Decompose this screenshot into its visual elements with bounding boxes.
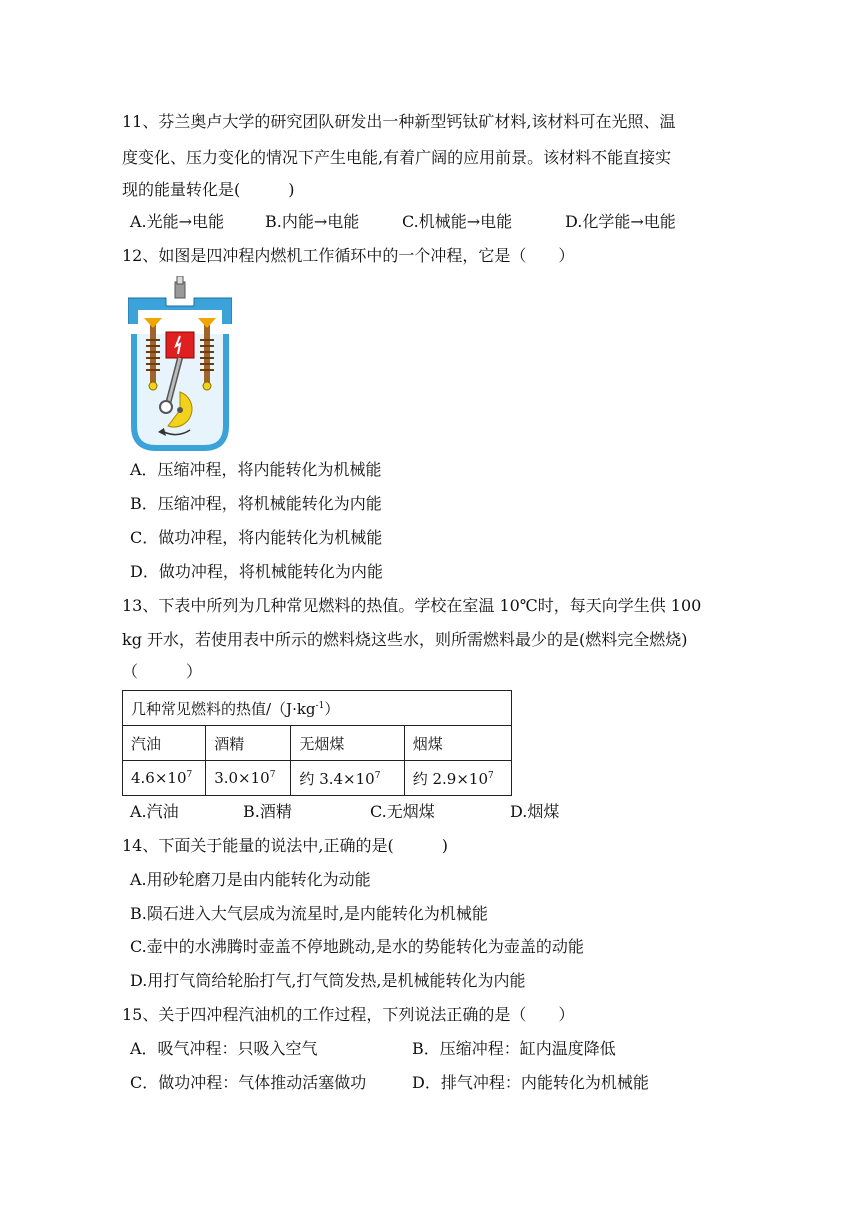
q15-stem: 15、关于四冲程汽油机的工作过程，下列说法正确的是（ ） — [122, 1005, 575, 1024]
q12-option-d: D．做功冲程，将机械能转化为内能 — [130, 562, 383, 581]
table-cell: 约 $2.9\times 10^7$ — [404, 761, 511, 796]
q15-option-a: A．吸气冲程：只吸入空气 — [130, 1039, 318, 1058]
q15-option-d: D．排气冲程：内能转化为机械能 — [412, 1073, 649, 1092]
q14-option-d: D.用打气筒给轮胎打气,打气筒发热,是机械能转化为内能 — [130, 971, 526, 990]
table-header: 酒精 — [206, 726, 291, 761]
q12-option-a: A．压缩冲程，将内能转化为机械能 — [130, 460, 382, 479]
table-cell: $3.0\times 10^7$ — [206, 761, 291, 796]
q13-option-a: A.汽油 — [130, 802, 179, 821]
q13-option-b: B.酒精 — [243, 802, 292, 821]
q11-option-c: C.机械能→电能 — [402, 212, 513, 231]
q14-option-c: C.壶中的水沸腾时壶盖不停地跳动,是水的势能转化为壶盖的动能 — [130, 937, 584, 956]
q12-stem: 12、如图是四冲程内燃机工作循环中的一个冲程，它是（ ） — [122, 246, 575, 265]
q13-stem-line3: （ ） — [122, 662, 203, 681]
table-caption-row — [123, 691, 512, 726]
q12-option-b: B．压缩冲程，将机械能转化为内能 — [130, 494, 382, 513]
q14-option-a: A.用砂轮磨刀是由内能转化为动能 — [130, 870, 371, 889]
q13-stem-line1: 13、下表中所列为几种常见燃料的热值。学校在室温 10℃时，每天向学生供 100 — [122, 596, 702, 615]
table-header: 烟煤 — [404, 726, 511, 761]
q11-stem-line2: 度变化、压力变化的情况下产生电能,有着广阔的应用前景。该材料不能直接实 — [122, 148, 672, 167]
q12-option-c: C．做功冲程，将内能转化为机械能 — [130, 528, 383, 547]
q11-stem-line3: 现的能量转化是( ) — [122, 180, 295, 199]
engine-diagram — [128, 276, 232, 452]
table-header: 汽油 — [123, 726, 206, 761]
q14-stem: 14、下面关于能量的说法中,正确的是( ) — [122, 836, 448, 855]
q15-option-c: C．做功冲程：气体推动活塞做功 — [130, 1073, 367, 1092]
table-header: 无烟煤 — [291, 726, 404, 761]
q11-option-b: B.内能→电能 — [265, 212, 360, 231]
table-cell: $4.6\times 10^7$ — [123, 761, 206, 796]
q13-option-d: D.烟煤 — [510, 802, 560, 821]
q13-option-c: C.无烟煤 — [370, 802, 435, 821]
q15-option-b: B．压缩冲程：缸内温度降低 — [412, 1039, 616, 1058]
q11-option-d: D.化学能→电能 — [565, 212, 676, 231]
table-header-row — [123, 726, 512, 761]
q14-option-b: B.陨石进入大气层成为流星时,是内能转化为机械能 — [130, 904, 488, 923]
q11-stem-line1: 11、芬兰奥卢大学的研究团队研发出一种新型钙钛矿材料,该材料可在光照、温 — [122, 112, 676, 131]
table-cell: 约 $3.4\times 10^7$ — [291, 761, 404, 796]
table-caption: 几种常见燃料的热值$/(J\cdot kg^{-1})$ — [123, 691, 512, 726]
table-row — [123, 761, 512, 796]
fuel-heat-value-table — [122, 690, 512, 796]
q13-stem-line2: kg 开水，若使用表中所示的燃料烧这些水，则所需燃料最少的是(燃料完全燃烧) — [122, 630, 688, 649]
q11-option-a: A.光能→电能 — [130, 212, 225, 231]
